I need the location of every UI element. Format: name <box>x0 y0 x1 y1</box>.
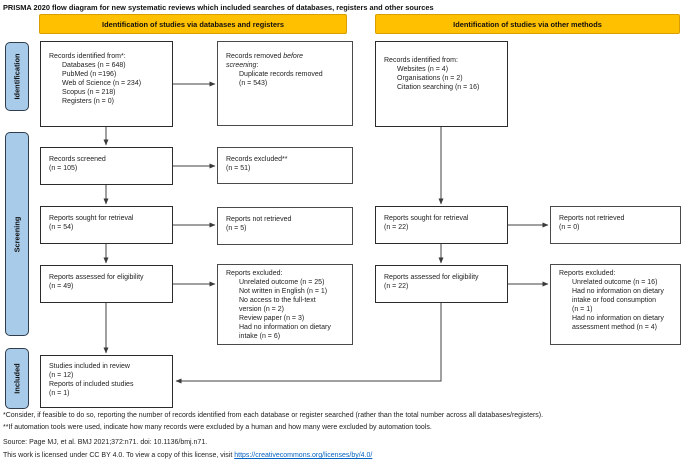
header-databases-registers-label: Identification of studies via databases and registers <box>102 19 284 29</box>
diagram-title: PRISMA 2020 flow diagram for new systematic reviews which included searches of databases, registers and other sources <box>3 3 434 12</box>
box-line: Unrelated outcome (n = 25) <box>239 279 325 286</box>
box-line: No access to the full-text <box>239 297 316 304</box>
source-line: Source: Page MJ, et al. BMJ 2021;372:n71. doi: 10.1136/bmj.n71. <box>3 439 208 446</box>
stage-tab-identification <box>5 42 29 111</box>
header-databases-registers <box>39 14 347 34</box>
box-line: Unrelated outcome (n = 16) <box>572 279 658 286</box>
box-reports-not-retrieved-other <box>550 206 681 244</box>
box-line: Registers (n = 0) <box>62 98 114 105</box>
box-line: Reports excluded: <box>226 270 283 277</box>
box-line: Reports assessed for eligibility <box>49 274 144 281</box>
box-line: (n = 12) <box>49 372 74 379</box>
box-reports-excluded-other <box>550 264 681 345</box>
box-line: Reports sought for retrieval <box>384 215 469 222</box>
license-text: This work is licensed under CC BY 4.0. To view a copy of this license, visit <box>3 452 235 459</box>
box-line: Reports excluded: <box>559 270 616 277</box>
box-line: Records removed before <box>226 53 304 60</box>
box-records-screened <box>40 147 173 185</box>
box-line: Duplicate records removed <box>239 71 323 78</box>
box-line: (n = 1) <box>49 390 70 397</box>
box-line: (n = 1) <box>572 306 593 313</box>
box-records-removed-before-screening <box>217 41 353 126</box>
stage-tab-included <box>5 348 29 409</box>
box-line: Records screened <box>49 156 106 163</box>
box-line: (n = 105) <box>49 165 78 172</box>
box-line: Web of Science (n = 234) <box>62 80 142 87</box>
license-link[interactable]: https://creativecommons.org/licenses/by/4.0/ <box>234 452 373 459</box>
box-reports-assessed-databases <box>40 265 173 303</box>
box-line: (n = 22) <box>384 283 409 290</box>
box-line: (n = 0) <box>559 224 580 231</box>
stage-tab-screening-label: Screening <box>12 216 22 252</box>
box-records-identified-other-methods <box>375 41 508 127</box>
box-line: (n = 543) <box>239 80 268 87</box>
box-records-excluded <box>217 147 353 184</box>
box-line: PubMed (n =196) <box>62 71 117 78</box>
box-reports-excluded-databases <box>217 264 353 345</box>
box-line: Review paper (n = 3) <box>239 315 305 322</box>
box-line: Reports not retrieved <box>226 216 292 223</box>
box-line: (n = 5) <box>226 225 247 232</box>
box-line: Scopus (n = 218) <box>62 89 116 96</box>
box-line: (n = 54) <box>49 224 74 231</box>
stage-tab-included-label: Included <box>12 363 22 394</box>
box-line: Citation searching (n = 16) <box>397 84 480 91</box>
box-line: Reports not retrieved <box>559 215 625 222</box>
box-line: Websites (n = 4) <box>397 66 449 73</box>
box-reports-not-retrieved-databases <box>217 207 353 245</box>
box-line: intake or food consumption <box>572 297 657 304</box>
footnote-2: **If automation tools were used, indicate how many records were excluded by a human and how many were excluded by automation tools. <box>3 424 432 431</box>
header-other-methods-label: Identification of studies via other methods <box>453 19 602 29</box>
box-line: assessment method (n = 4) <box>572 324 658 331</box>
box-line: (n = 22) <box>384 224 409 231</box>
box-line: Had no information on dietary <box>239 324 331 331</box>
box-reports-sought-retrieval-other <box>375 206 508 244</box>
box-reports-sought-retrieval-databases <box>40 206 173 244</box>
box-line: Organisations (n = 2) <box>397 75 463 82</box>
box-line: intake (n = 6) <box>239 333 281 340</box>
box-line: Reports sought for retrieval <box>49 215 134 222</box>
box-line: Records identified from: <box>384 57 458 64</box>
box-line: Had no information on dietary <box>572 288 664 295</box>
box-line: Databases (n = 648) <box>62 62 126 69</box>
box-line: Reports of included studies <box>49 381 134 388</box>
box-line: Studies included in review <box>49 363 130 370</box>
footnote-1: *Consider, if feasible to do so, reporting the number of records identified from each database or register searched (rather than the total number across all databases/registers). <box>3 412 544 419</box>
box-line: Had no information on dietary <box>572 315 664 322</box>
header-other-methods <box>375 14 680 34</box>
box-studies-included <box>40 355 173 408</box>
box-reports-assessed-other <box>375 265 508 303</box>
box-line: Records excluded** <box>226 156 288 163</box>
box-line: Not written in English (n = 1) <box>239 288 328 295</box>
box-line: screening: <box>226 62 259 69</box>
license-line <box>3 452 683 459</box>
box-line: (n = 49) <box>49 283 74 290</box>
box-line: (n = 51) <box>226 165 251 172</box>
box-line: version (n = 2) <box>239 306 284 313</box>
box-line: Reports assessed for eligibility <box>384 274 479 281</box>
box-line: Records identified from*: <box>49 53 126 60</box>
stage-tab-screening <box>5 132 29 336</box>
stage-tab-identification-label: Identification <box>12 53 22 100</box>
box-records-identified-databases <box>40 41 173 127</box>
